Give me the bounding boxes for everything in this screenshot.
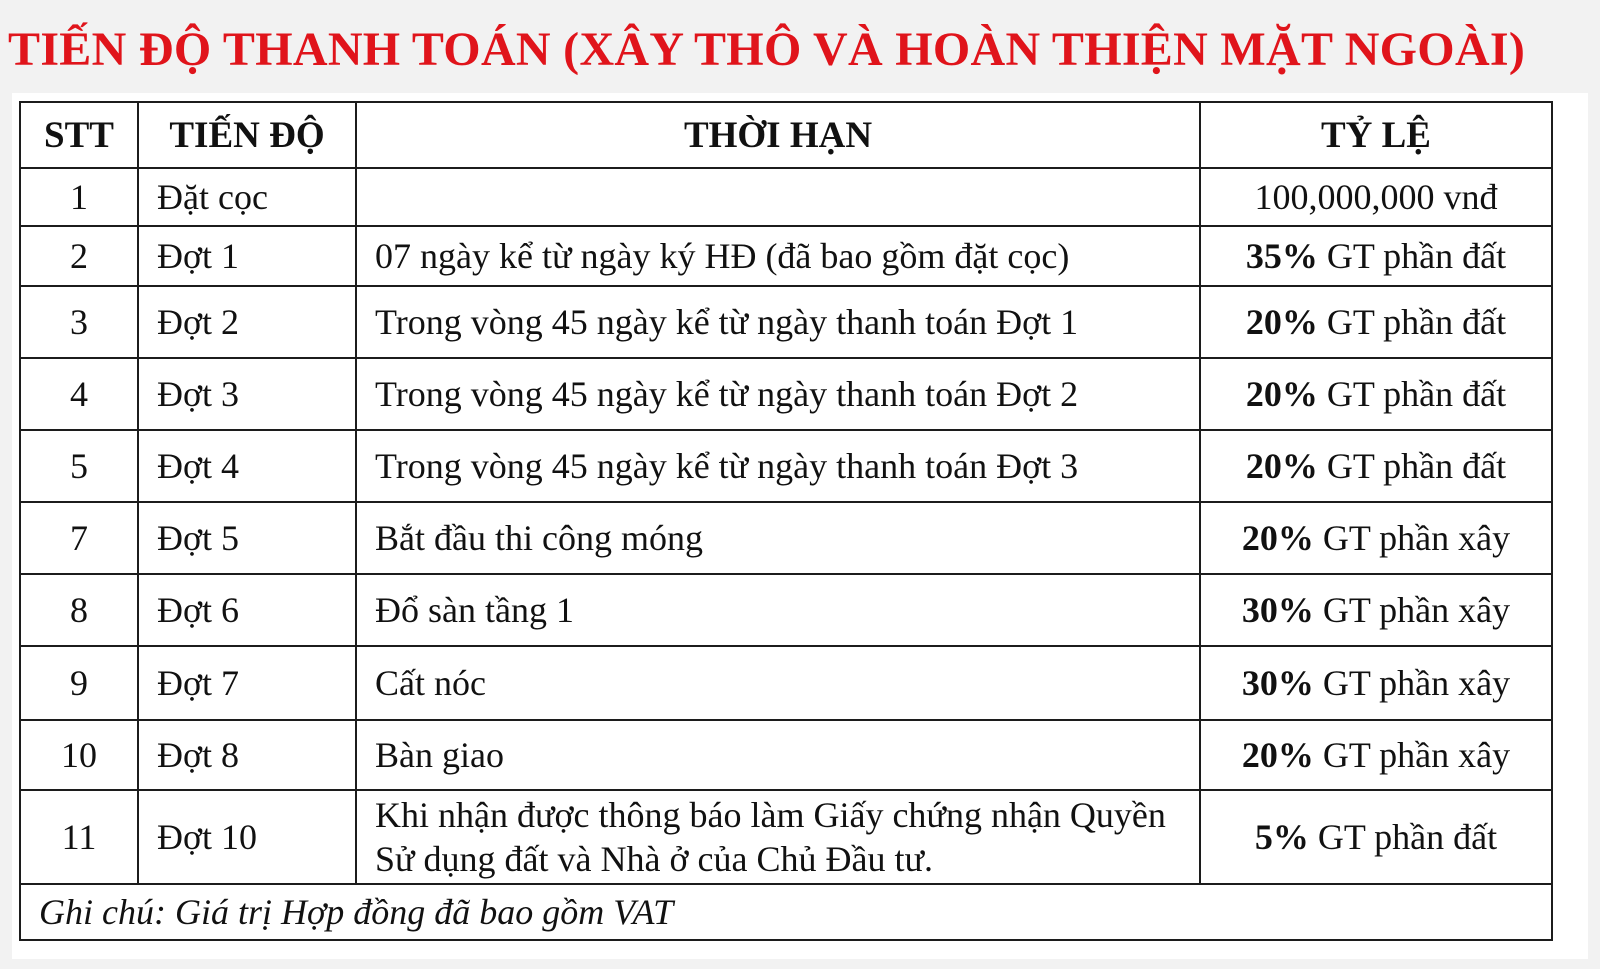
rate-percent: 20% [1245,446,1318,486]
header-stt: STT [20,102,138,168]
row-deadline: Cất nóc [356,646,1200,720]
row-stt: 10 [20,720,138,790]
row-stt: 1 [20,168,138,226]
rate-description: GT phần đất [1317,374,1507,414]
row-stage: Đợt 6 [138,574,356,646]
row-stt: 11 [20,790,138,884]
row-deadline: Trong vòng 45 ngày kể từ ngày thanh toán Đợt 2 [356,358,1200,430]
row-rate [1200,720,1552,790]
table-row [20,574,1552,646]
row-stage: Đợt 3 [138,358,356,430]
row-deadline: Khi nhận được thông báo làm Giấy chứng nhận Quyền Sử dụng đất và Nhà ở của Chủ Đầu tư. [356,790,1200,884]
row-stage: Đợt 7 [138,646,356,720]
rate-description: 100,000,000 vnđ [1254,177,1498,217]
row-rate [1200,358,1552,430]
row-stage: Đợt 5 [138,502,356,574]
row-deadline: 07 ngày kể từ ngày ký HĐ (đã bao gồm đặt cọc) [356,226,1200,286]
row-rate [1200,502,1552,574]
table-row [20,720,1552,790]
payment-schedule-table [19,101,1553,941]
rate-percent: 20% [1241,735,1314,775]
page-title: TIẾN ĐỘ THANH TOÁN (XÂY THÔ VÀ HOÀN THIỆN MẶT NGOÀI) [8,23,1526,76]
row-stage: Đợt 4 [138,430,356,502]
table-note: Ghi chú: Giá trị Hợp đồng đã bao gồm VAT [20,884,1552,940]
header-rate: TỶ LỆ [1200,102,1552,168]
row-stt: 7 [20,502,138,574]
row-deadline: Trong vòng 45 ngày kể từ ngày thanh toán Đợt 3 [356,430,1200,502]
rate-percent: 5% [1254,817,1309,857]
rate-description: GT phần xây [1313,590,1511,630]
row-stage: Đặt cọc [138,168,356,226]
row-deadline: Bàn giao [356,720,1200,790]
table-row [20,790,1552,884]
row-stage: Đợt 2 [138,286,356,358]
table-row [20,226,1552,286]
row-rate [1200,430,1552,502]
rate-percent: 30% [1241,663,1314,703]
row-stt: 5 [20,430,138,502]
row-stt: 4 [20,358,138,430]
rate-percent: 30% [1241,590,1314,630]
row-stt: 3 [20,286,138,358]
row-stt: 9 [20,646,138,720]
row-stage: Đợt 10 [138,790,356,884]
row-rate [1200,286,1552,358]
row-rate [1200,226,1552,286]
rate-percent: 20% [1245,302,1318,342]
table-row [20,646,1552,720]
table-row [20,430,1552,502]
row-deadline: Bắt đầu thi công móng [356,502,1200,574]
row-stage: Đợt 1 [138,226,356,286]
rate-description: GT phần đất [1317,446,1507,486]
rate-percent: 35% [1245,236,1318,276]
table-header-row [20,102,1552,168]
row-stt: 2 [20,226,138,286]
rate-description: GT phần đất [1317,302,1507,342]
header-deadline: THỜI HẠN [356,102,1200,168]
rate-percent: 20% [1245,374,1318,414]
table-row [20,358,1552,430]
rate-percent: 20% [1241,518,1314,558]
row-rate [1200,574,1552,646]
rate-description: GT phần xây [1313,663,1511,703]
row-rate [1200,646,1552,720]
row-deadline: Đổ sàn tầng 1 [356,574,1200,646]
note-row [20,884,1552,940]
table-row [20,502,1552,574]
row-rate [1200,168,1552,226]
table-row [20,286,1552,358]
rate-description: GT phần đất [1317,236,1507,276]
rate-description: GT phần xây [1313,518,1511,558]
payment-table-panel [12,93,1588,959]
row-deadline: Trong vòng 45 ngày kể từ ngày thanh toán Đợt 1 [356,286,1200,358]
table-row [20,168,1552,226]
row-stt: 8 [20,574,138,646]
rate-description: GT phần đất [1308,817,1498,857]
rate-description: GT phần xây [1313,735,1511,775]
row-rate [1200,790,1552,884]
row-deadline [356,168,1200,226]
header-stage: TIẾN ĐỘ [138,102,356,168]
row-stage: Đợt 8 [138,720,356,790]
